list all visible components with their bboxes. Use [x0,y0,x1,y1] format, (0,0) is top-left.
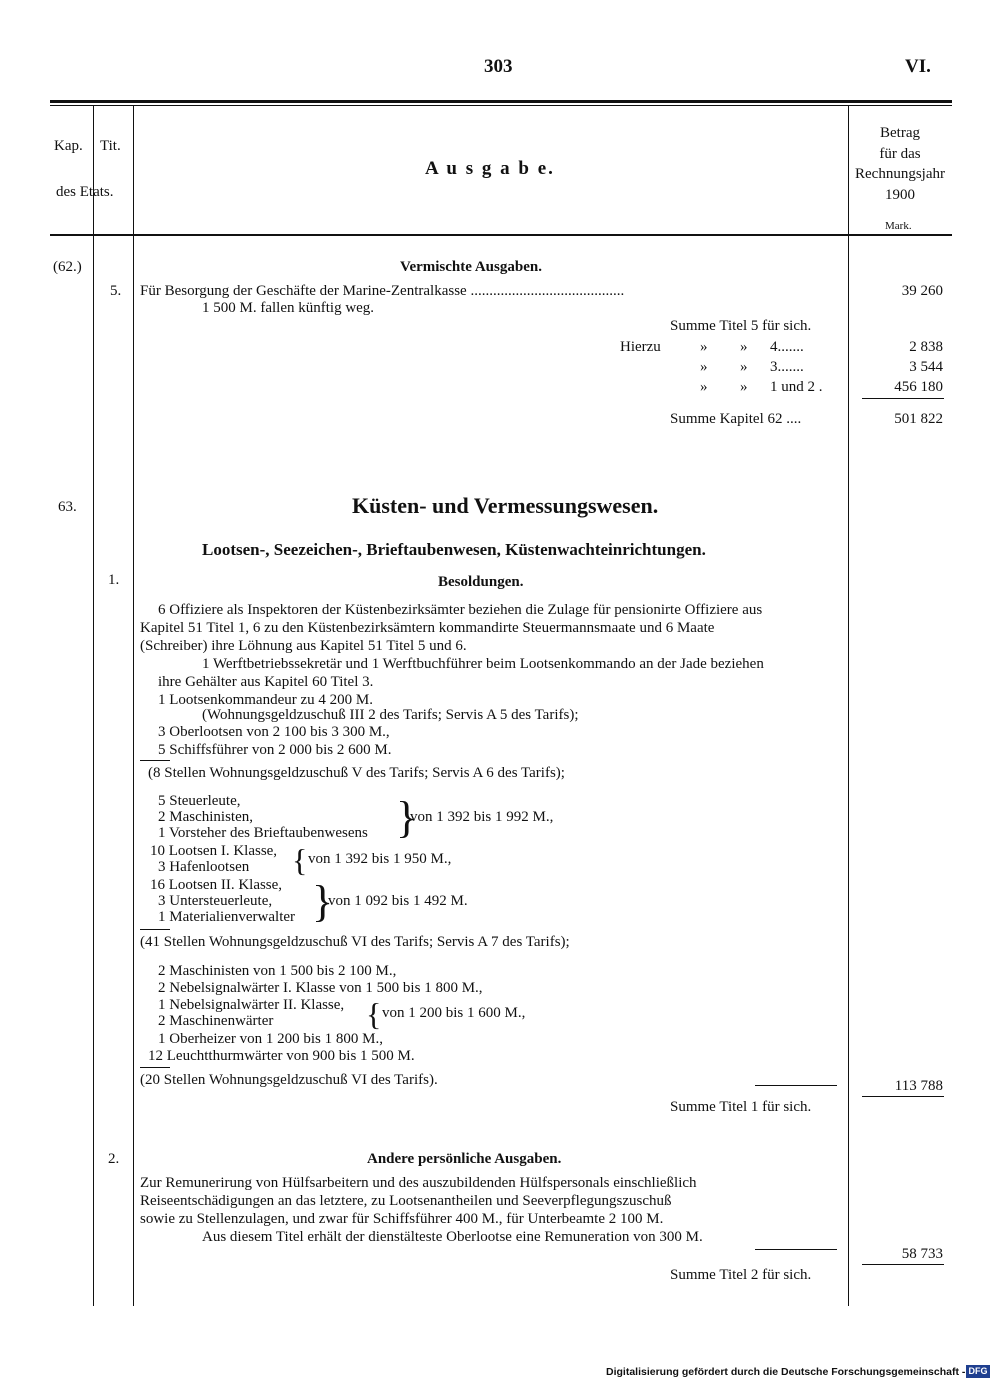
t1-a2: (Wohnungsgeldzuschuß III 2 des Tarifs; Servis A 5 des Tarifs); [202,707,579,723]
s62-total-rule [862,398,944,399]
s62-heading: Vermischte Ausgaben. [400,259,542,275]
s63-heading: Küsten- und Vermessungswesen. [352,493,659,518]
footer-credit: Digitalisierung gefördert durch die Deutsche Forschungsgemeinschaft - [606,1366,966,1378]
t1-h34-rate: von 1 200 bis 1 600 M., [382,1005,526,1021]
t1-g2-1: 3 Hafenlootsen [158,859,250,875]
t1-g1-2: 1 Vorsteher des Brieftaubenwesens [158,825,368,841]
header-des-etats: des Etats. [56,184,114,200]
col-rule-tit [133,106,134,1306]
t1-g1-0: 5 Steuerleute, [158,793,241,809]
header-kap: Kap. [54,138,83,154]
s62-q1a: » [700,339,708,355]
t1-h1: 2 Maschinisten von 1 500 bis 2 100 M., [158,963,397,979]
header-mark: Mark. [885,220,912,232]
s62-summe-tit5: Summe Titel 5 für sich. [670,318,812,334]
t1-a3: 3 Oberlootsen von 2 100 bis 3 300 M., [158,724,390,740]
t1-h6: 12 Leuchtthurmwärter von 900 bis 1 500 M. [148,1048,415,1064]
s62-tit: 5. [110,283,122,299]
t2-amount: 58 733 [901,1246,943,1262]
section-number: VI. [905,56,931,77]
t1-g2-brace: { [292,842,308,878]
t2-sum-rule-right [862,1264,944,1265]
t1-h3: 1 Nebelsignalwärter II. Klasse, [158,997,345,1013]
s62-r2: 3....... [770,359,804,375]
t1-p4: 1 Werftbetriebssekretär und 1 Werftbuchführer beim Lootsenkommando an der Jade beziehen [202,656,764,672]
t2-p1: Zur Remunerirung von Hülfsarbeitern und des auszubildenden Hülfspersonals einschließlich [140,1175,697,1191]
s62-r3-amount: 456 180 [894,379,943,395]
t1-summe: Summe Titel 1 für sich. [670,1099,812,1115]
t2-tit: 2. [108,1151,120,1167]
s62-q2a: » [740,339,748,355]
t2-p2: Reiseentschädigungen an das letztere, zu Lootsenantheilen und Seeverpflegungszuschuß [140,1193,672,1209]
col-rule-kap [93,106,94,1306]
t1-h4: 2 Maschinenwärter [158,1013,274,1029]
t2-summe: Summe Titel 2 für sich. [670,1267,812,1283]
s62-q1b: » [700,359,708,375]
top-rule-thick [50,100,952,103]
kap-63: 63. [58,499,77,515]
t1-rule-g [140,929,170,930]
dfg-logo: DFG [966,1365,990,1378]
t1-g2-0: 10 Lootsen I. Klasse, [150,843,278,859]
t1-g3-1: 3 Untersteuerleute, [158,893,273,909]
s62-r1: 4....... [770,339,804,355]
s62-line1: Für Besorgung der Geschäfte der Marine-Zentralkasse ......................................... [140,283,625,299]
s62-hierzu: Hierzu [620,339,661,355]
t1-g4: (41 Stellen Wohnungsgeldzuschuß VI des Tarifs; Servis A 7 des Tarifs); [140,934,570,950]
t1-g1-rate: von 1 392 bis 1 992 M., [410,809,554,825]
header-rule [50,234,952,236]
t1-p3: (Schreiber) ihre Löhnung aus Kapitel 51 Titel 5 und 6. [140,638,467,654]
s62-q2c: » [740,379,748,395]
t1-amount: 113 788 [894,1078,943,1094]
s62-q2b: » [740,359,748,375]
t1-a4: 5 Schiffsführer von 2 000 bis 2 600 M. [158,742,392,758]
t2-heading: Andere persönliche Ausgaben. [367,1151,562,1167]
t1-sum-rule-right [862,1096,944,1097]
t1-g3-0: 16 Lootsen II. Klasse, [150,877,283,893]
header-rechnungsjahr: Rechnungsjahr [855,166,945,182]
header-year: 1900 [885,187,915,203]
s62-summe-kap: Summe Kapitel 62 .... [670,411,802,427]
s62-amount1: 39 260 [901,283,943,299]
t1-h2: 2 Nebelsignalwärter I. Klasse von 1 500 bis 1 800 M., [158,980,483,996]
col-rule-amount [848,106,849,1306]
t1-p5: ihre Gehälter aus Kapitel 60 Titel 3. [158,674,374,690]
t1-h34-brace: { [366,996,382,1032]
t1-rule-a [140,760,170,761]
s62-r2-amount: 3 544 [909,359,943,375]
t1-g2-rate: von 1 392 bis 1 950 M., [308,851,452,867]
t2-p3: sowie zu Stellenzulagen, und zwar für Schiffsführer 400 M., für Unterbeamte 2 100 M. [140,1211,664,1227]
t1-sum-rule-left [755,1085,837,1086]
header-betrag: Betrag [880,125,920,141]
header-title: A u s g a b e. [425,158,555,179]
t1-p1: 6 Offiziere als Inspektoren der Küstenbezirksämter beziehen die Zulage für pensionirte Offiziere aus [158,602,763,618]
t2-sum-rule-left [755,1249,837,1250]
kap-62: (62.) [53,259,82,275]
t1-a5: (8 Stellen Wohnungsgeldzuschuß V des Tarifs; Servis A 6 des Tarifs); [148,765,565,781]
t1-rule-h [140,1067,170,1068]
s62-summe-kap-amount: 501 822 [894,411,943,427]
t1-g3-rate: von 1 092 bis 1 492 M. [328,893,468,909]
t1-g3-brace: } [312,877,334,926]
s62-r3: 1 und 2 . [770,379,823,395]
s62-q1c: » [700,379,708,395]
s62-line2: 1 500 M. fallen künftig weg. [202,300,375,316]
s63-subheading: Lootsen-, Seezeichen-, Brieftaubenwesen, Küstenwachteinrichtungen. [202,540,706,559]
t1-g1-brace: } [396,793,418,842]
t1-p2: Kapitel 51 Titel 1, 6 zu den Küstenbezirksämtern kommandirte Steuermannsmaate und 6 Maate [140,620,715,636]
t1-tit: 1. [108,572,120,588]
s62-r1-amount: 2 838 [909,339,943,355]
page-number: 303 [484,56,513,77]
header-tit: Tit. [100,138,121,154]
t1-h7: (20 Stellen Wohnungsgeldzuschuß VI des Tarifs). [140,1072,438,1088]
header-fuer-das: für das [879,146,921,162]
t1-g1-1: 2 Maschinisten, [158,809,253,825]
top-rule-thin [50,105,952,106]
t1-h5: 1 Oberheizer von 1 200 bis 1 800 M., [158,1031,383,1047]
t2-p4: Aus diesem Titel erhält der dienstälteste Oberlootse eine Remuneration von 300 M. [202,1229,703,1245]
t1-heading: Besoldungen. [438,574,524,590]
t1-g3-2: 1 Materialienverwalter [158,909,296,925]
t1-a1: 1 Lootsenkommandeur zu 4 200 M. [158,692,373,708]
